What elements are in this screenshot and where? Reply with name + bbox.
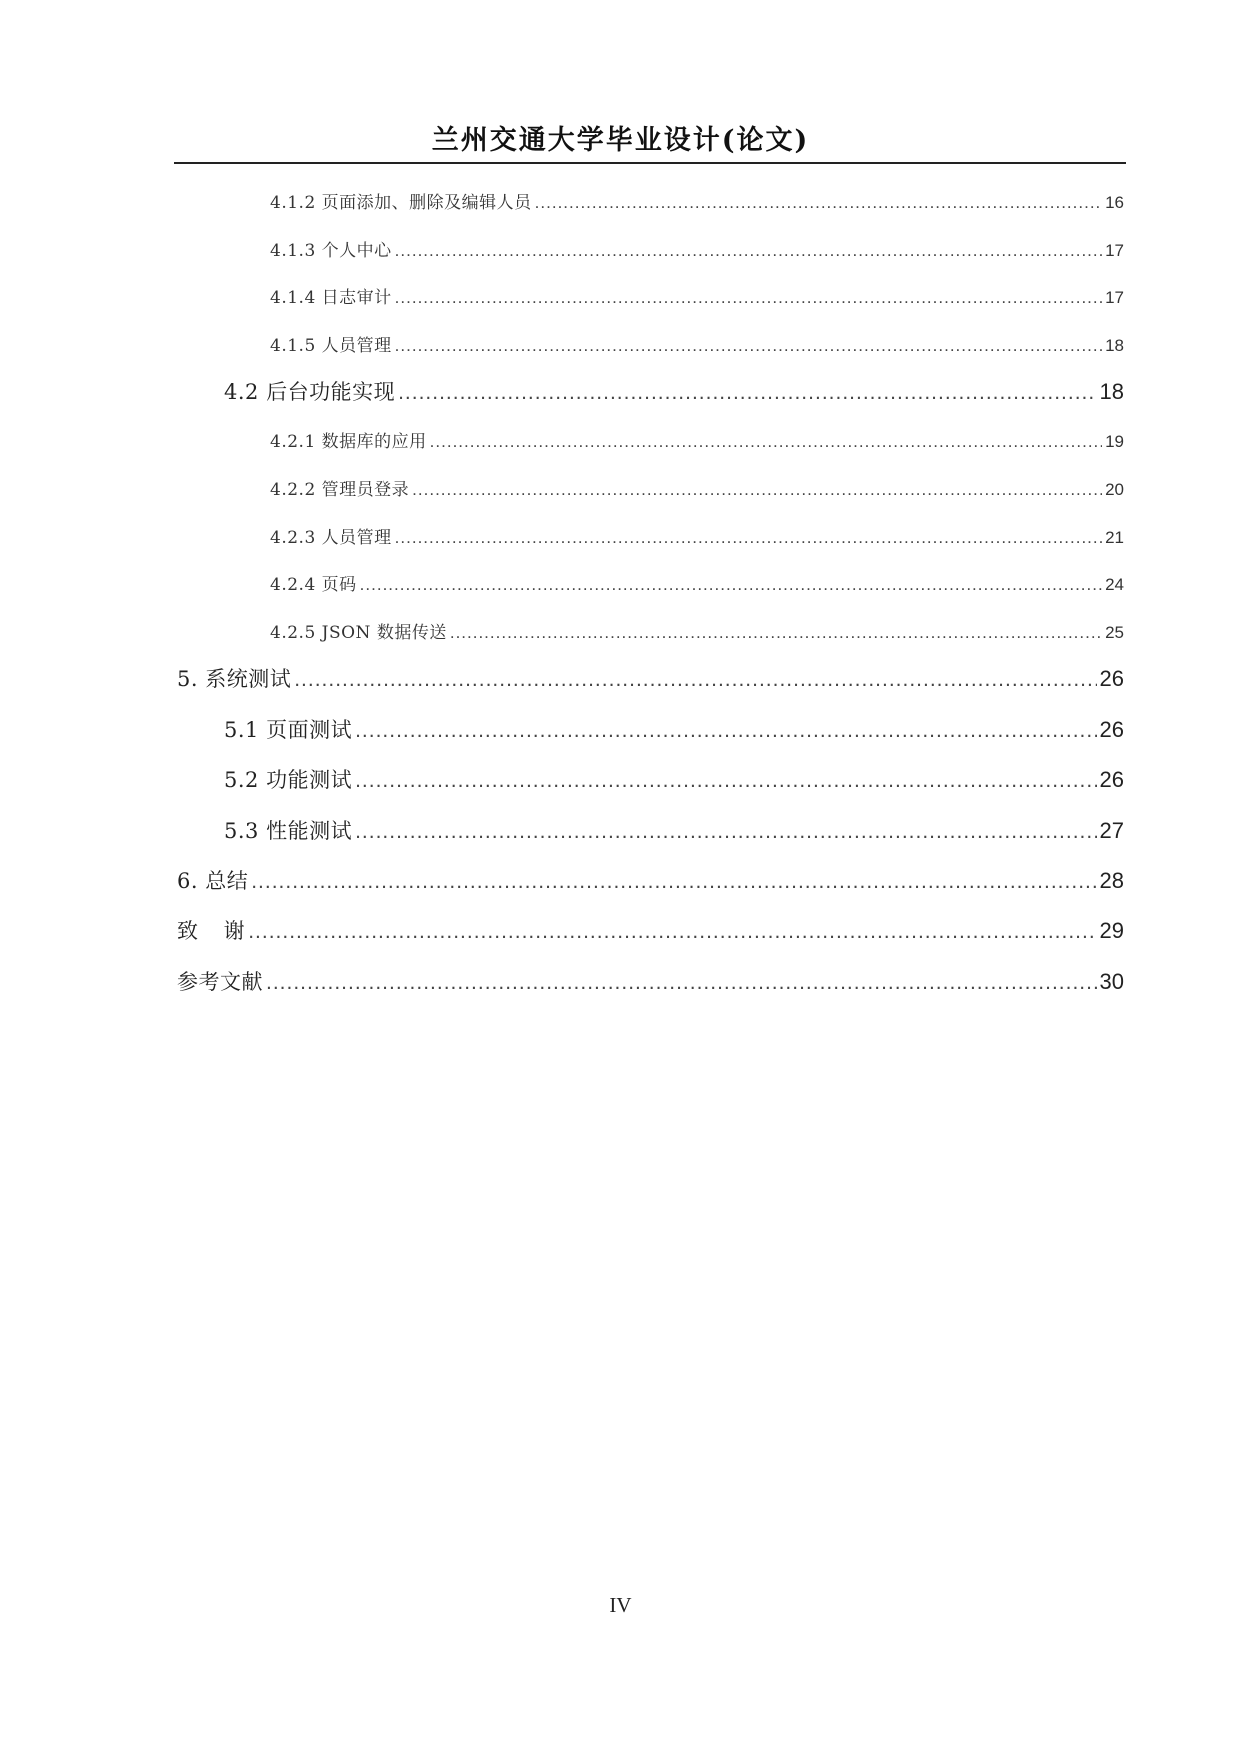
toc-entry[interactable] <box>270 523 1124 548</box>
toc-entry[interactable] <box>177 915 1124 945</box>
toc-entry-label: 4.2.3 人员管理 <box>270 528 392 548</box>
toc-entry-page: 20 <box>1105 480 1124 499</box>
toc-entry[interactable] <box>224 714 1124 744</box>
toc-entry-label: 5. 系统测试 <box>177 667 292 691</box>
toc-entry[interactable] <box>270 427 1124 452</box>
toc-entry-label: 参考文献 <box>177 970 263 994</box>
toc-entry-label: 4.2 后台功能实现 <box>224 380 396 404</box>
toc-entry[interactable] <box>177 865 1124 895</box>
toc-entry-page: 29 <box>1099 918 1124 943</box>
page-header-title: 兰州交通大学毕业设计(论文) <box>431 125 810 156</box>
toc-entry[interactable] <box>270 236 1124 261</box>
toc-entry[interactable] <box>270 570 1124 595</box>
toc-dot-leader <box>398 381 1096 405</box>
toc-entry-label: 5.1 页面测试 <box>224 718 353 742</box>
toc-entry-page: 30 <box>1099 969 1124 994</box>
toc-entry[interactable] <box>270 618 1124 643</box>
toc-dot-leader <box>360 575 1102 595</box>
toc-entry[interactable] <box>270 188 1124 213</box>
toc-dot-leader <box>430 432 1102 452</box>
toc-entry-label: 5.2 功能测试 <box>224 768 353 792</box>
toc-dot-leader <box>395 336 1102 356</box>
toc-entry-label: 6. 总结 <box>177 869 249 893</box>
toc-entry-page: 17 <box>1105 241 1124 260</box>
toc-entry-label: 4.1.2 页面添加、删除及编辑人员 <box>270 193 532 213</box>
toc-entry-page: 19 <box>1105 432 1124 451</box>
toc-dot-leader <box>395 241 1102 261</box>
toc-entry-page: 26 <box>1099 666 1124 691</box>
toc-entry-page: 18 <box>1099 379 1124 404</box>
toc-dot-leader <box>535 193 1102 213</box>
toc-dot-leader <box>355 719 1096 743</box>
toc-entry[interactable] <box>270 331 1124 356</box>
toc-entry-page: 21 <box>1105 528 1124 547</box>
toc-entry-label: 4.2.1 数据库的应用 <box>270 432 427 452</box>
toc-entry-label: 4.2.5 JSON 数据传送 <box>270 623 447 643</box>
toc-dot-leader <box>355 769 1096 793</box>
toc-entry[interactable] <box>177 966 1124 996</box>
toc-dot-leader <box>248 920 1096 944</box>
toc-entry-label: 4.1.5 人员管理 <box>270 336 392 356</box>
toc-dot-leader <box>395 528 1102 548</box>
toc-entry-page: 25 <box>1105 623 1124 642</box>
toc-entry-label: 4.1.3 个人中心 <box>270 241 392 261</box>
toc-dot-leader <box>294 668 1096 692</box>
toc-entry-page: 26 <box>1099 717 1124 742</box>
toc-entry-page: 16 <box>1105 193 1124 212</box>
toc-entry[interactable] <box>270 283 1124 308</box>
toc-dot-leader <box>251 870 1096 894</box>
toc-entry[interactable] <box>270 475 1124 500</box>
toc-entry[interactable] <box>177 663 1124 693</box>
toc-entry[interactable] <box>224 376 1124 406</box>
toc-entry-label: 5.3 性能测试 <box>224 819 353 843</box>
toc-entry-label: 4.1.4 日志审计 <box>270 288 392 308</box>
toc-entry[interactable] <box>224 764 1124 794</box>
toc-dot-leader <box>450 623 1102 643</box>
toc-entry-label: 4.2.4 页码 <box>270 575 357 595</box>
page-number: IV <box>609 1593 632 1617</box>
toc-entry-page: 24 <box>1105 575 1124 594</box>
toc-dot-leader <box>395 288 1102 308</box>
toc-dot-leader <box>412 480 1102 500</box>
toc-dot-leader <box>355 820 1096 844</box>
toc-entry-page: 18 <box>1105 336 1124 355</box>
toc-entry[interactable] <box>224 815 1124 845</box>
toc-entry-page: 27 <box>1099 818 1124 843</box>
toc-dot-leader <box>266 971 1097 995</box>
toc-entry-page: 17 <box>1105 288 1124 307</box>
toc-entry-label: 4.2.2 管理员登录 <box>270 480 410 500</box>
toc-entry-label: 致 谢 <box>177 919 246 943</box>
toc-entry-page: 26 <box>1099 767 1124 792</box>
toc-entry-page: 28 <box>1099 868 1124 893</box>
